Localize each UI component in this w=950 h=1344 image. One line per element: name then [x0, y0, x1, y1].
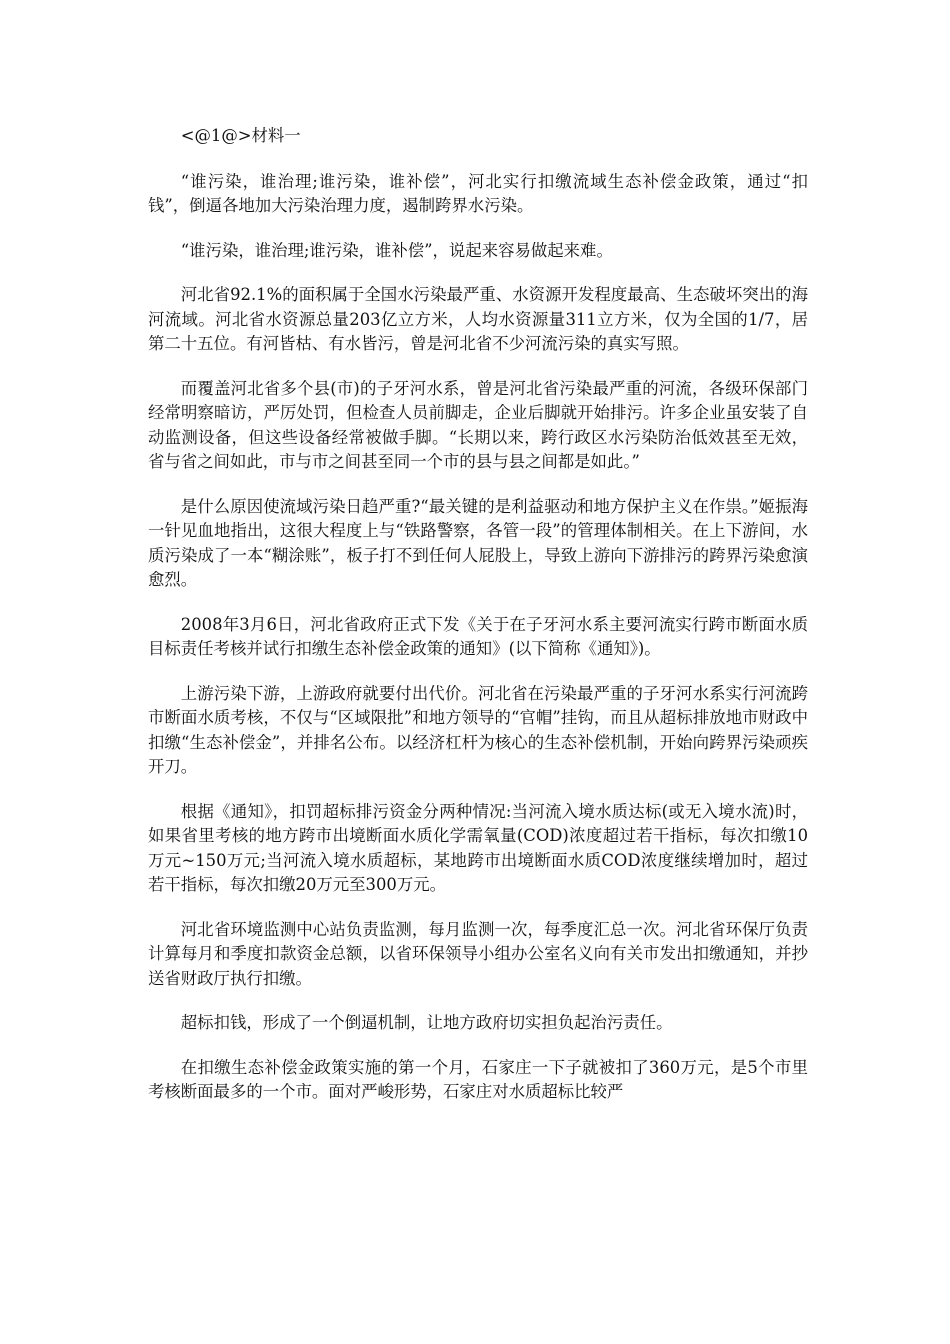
paragraph-5: 是什么原因使流域污染日趋严重?“最关键的是利益驱动和地方保护主义在作祟。”姬振海一针见血地指出，这很大程度上与“铁路警察，各管一段”的管理体制相关。在上下游间，水质污染成了一本“糊涂账”，板子打不到任何人屁股上，导致上游向下游排污的跨界污染愈演愈烈。 — [148, 496, 808, 589]
paragraph-10: 超标扣钱，形成了一个倒逼机制，让地方政府切实担负起治污责任。 — [180, 1013, 673, 1032]
paragraph-1: “谁污染，谁治理;谁污染，谁补偿”，河北实行扣缴流域生态补偿金政策，通过“扣钱”，倒逼各地加大污染治理力度，遏制跨界水污染。 — [148, 171, 808, 215]
paragraph-8: 根据《通知》，扣罚超标排污资金分两种情况:当河流入境水质达标(或无入境水流)时，如果省里考核的地方跨市出境断面水质化学需氧量(COD)浓度超过若干指标，每次扣缴10万元~150万元;当河流入境水质超标，某地跨市出境断面水质COD浓度继续增加时，超过若干指标，每次扣缴20万元至300万元。 — [148, 801, 808, 894]
paragraph-9: 河北省环境监测中心站负责监测，每月监测一次，每季度汇总一次。河北省环保厅负责计算每月和季度扣款资金总额，以省环保领导小组办公室名义向有关市发出扣缴通知，并抄送省财政厅执行扣缴。 — [148, 919, 808, 988]
material-heading: <@1@>材料一 — [180, 126, 301, 145]
paragraph-2: “谁污染，谁治理;谁污染，谁补偿”，说起来容易做起来难。 — [180, 240, 613, 260]
document-page — [148, 124, 808, 1125]
paragraph-4: 而覆盖河北省多个县(市)的子牙河水系，曾是河北省污染最严重的河流，各级环保部门经常明察暗访，严厉处罚，但检查人员前脚走，企业后脚就开始排污。许多企业虽安装了自动监测设备，但这些设备经常被做手脚。“长期以来，跨行政区水污染防治低效甚至无效，省与省之间如此，市与市之间甚至同一个市的县与县之间都是如此。” — [148, 378, 808, 471]
paragraph-11: 在扣缴生态补偿金政策实施的第一个月，石家庄一下子就被扣了360万元，是5个市里考核断面最多的一个市。面对严峻形势，石家庄对水质超标比较严 — [148, 1057, 808, 1101]
paragraph-7: 上游污染下游，上游政府就要付出代价。河北省在污染最严重的子牙河水系实行河流跨市断面水质考核，不仅与“区域限批”和地方领导的“官帽”挂钩，而且从超标排放地市财政中扣缴“生态补偿金”，并排名公布。以经济杠杆为核心的生态补偿机制，开始向跨界污染顽疾开刀。 — [148, 683, 808, 776]
paragraph-3: 河北省92.1%的面积属于全国水污染最严重、水资源开发程度最高、生态破坏突出的海河流域。河北省水资源总量203亿立方米，人均水资源量311立方米，仅为全国的1/7，居第二十五位。有河皆枯、有水皆污，曾是河北省不少河流污染的真实写照。 — [148, 285, 808, 353]
paragraph-6: 2008年3月6日，河北省政府正式下发《关于在子牙河水系主要河流实行跨市断面水质目标责任考核并试行扣缴生态补偿金政策的通知》(以下简称《通知》)。 — [148, 614, 808, 658]
